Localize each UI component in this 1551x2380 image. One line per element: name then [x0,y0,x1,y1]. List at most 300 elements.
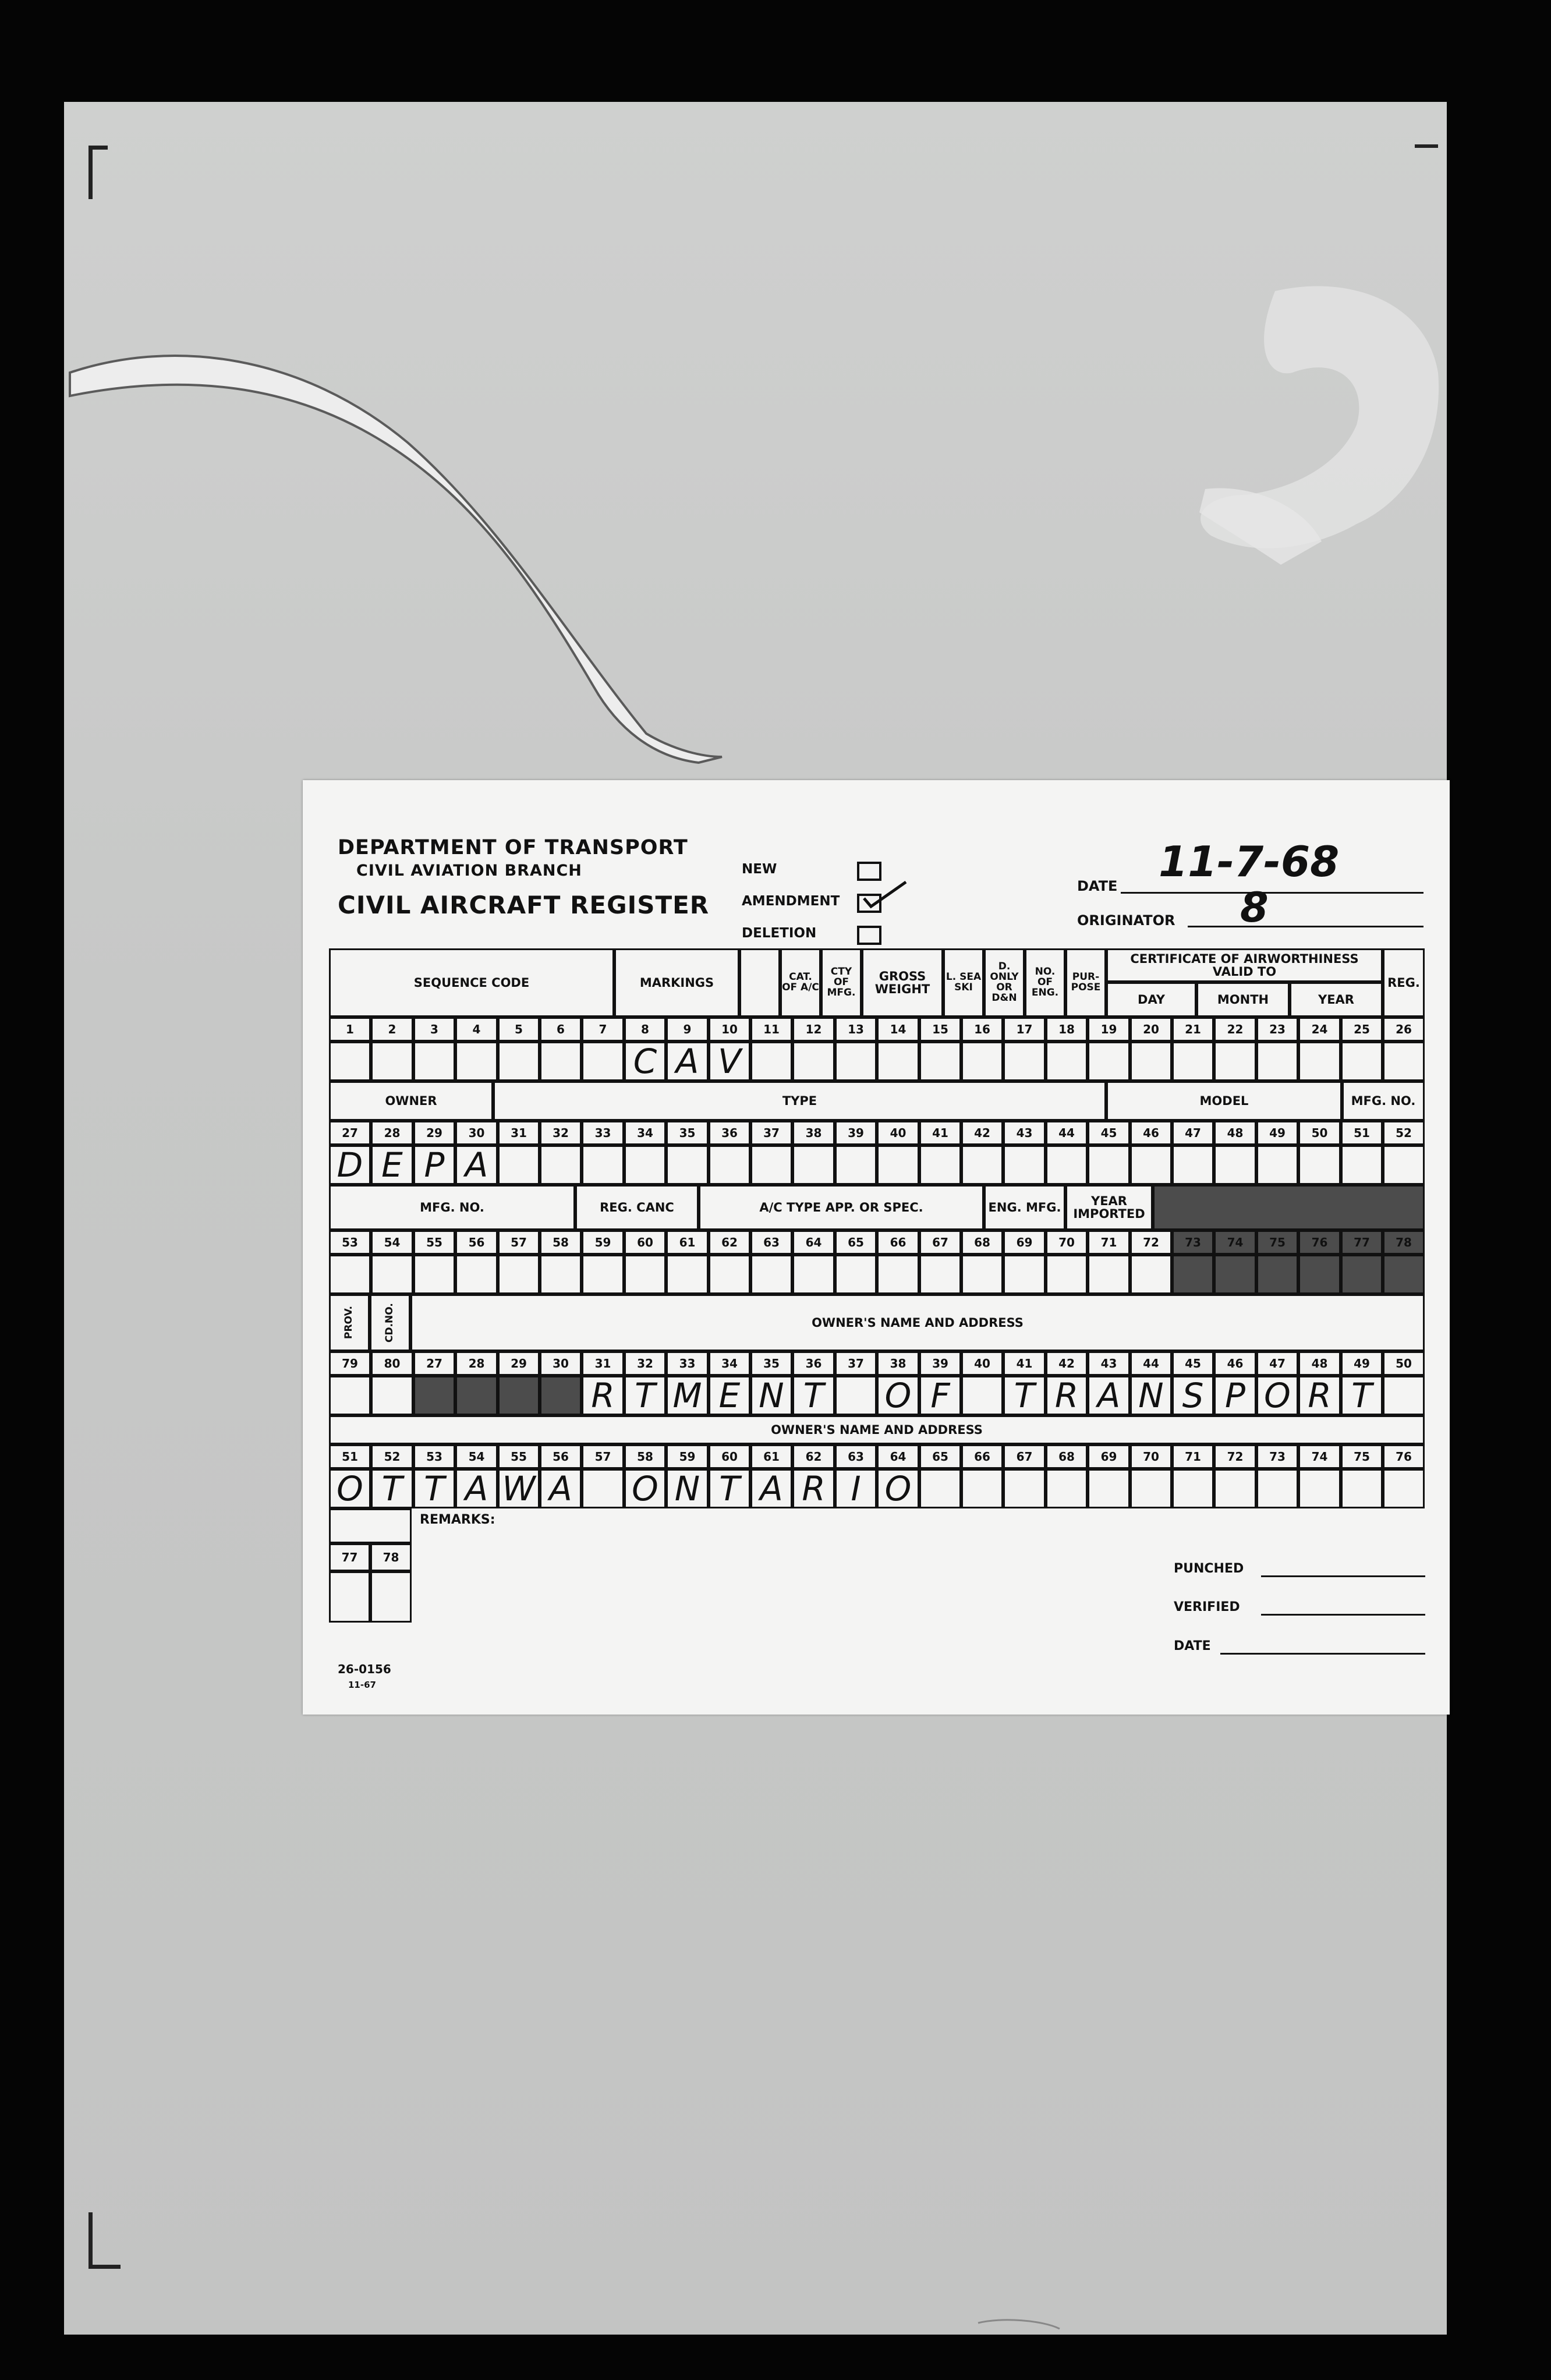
column-number: 6 [540,1017,582,1042]
entry-cell[interactable] [961,1469,1003,1508]
type-header: TYPE [493,1081,1106,1121]
column-number: 56 [455,1230,498,1255]
owner-name-header: OWNER'S NAME AND ADDRESS [410,1294,1425,1351]
column-number: 50 [1383,1351,1425,1376]
entry-cell[interactable] [413,1042,455,1081]
column-number: 48 [1214,1121,1256,1145]
column-number: 38 [792,1121,835,1145]
column-number: 80 [371,1351,413,1376]
eng-mfg-header: ENG. MFG. [984,1185,1065,1230]
column-number: 11 [750,1017,792,1042]
entry-cell[interactable]: C [624,1042,666,1081]
entry-cell[interactable] [750,1145,792,1185]
entry-cell[interactable] [498,1042,540,1081]
entry-cell[interactable]: O [877,1469,919,1508]
column-number: 39 [919,1351,961,1376]
entry-cell-78[interactable] [370,1571,412,1623]
entry-cell[interactable]: T [371,1469,413,1508]
shaded-header-block [1153,1185,1425,1230]
entry-cell[interactable]: A [455,1145,498,1185]
date-stamp-label: DATE [1174,1639,1211,1653]
entry-cell[interactable] [1256,1255,1298,1294]
column-number: 70 [1046,1230,1088,1255]
entry-cell[interactable] [371,1042,413,1081]
column-number: 10 [709,1017,750,1042]
ac-type-header: A/C TYPE APP. OR SPEC. [699,1185,984,1230]
entry-cell[interactable] [1214,1145,1256,1185]
entry-cell[interactable]: T [1003,1376,1046,1415]
column-number: 65 [835,1230,877,1255]
verified-line [1261,1614,1425,1616]
entry-cell[interactable] [455,1255,498,1294]
entry-cell[interactable]: A [750,1469,792,1508]
entry-cell[interactable] [961,1145,1003,1185]
column-number: 34 [624,1121,666,1145]
entry-cell-77[interactable] [329,1571,370,1623]
column-number: 60 [624,1230,666,1255]
category-header: CAT. OF A/C [780,948,821,1017]
entry-cell[interactable] [1046,1469,1088,1508]
column-number: 35 [750,1351,792,1376]
entry-cell[interactable] [329,1255,371,1294]
entry-cell[interactable] [1130,1255,1172,1294]
entry-cell[interactable]: R [1046,1376,1088,1415]
column-number: 41 [1003,1351,1046,1376]
column-number: 73 [1256,1444,1298,1469]
entry-cell[interactable] [371,1376,413,1415]
entry-cell[interactable]: E [371,1145,413,1185]
column-number: 71 [1088,1230,1130,1255]
entry-cell[interactable] [1383,1255,1425,1294]
remarks-left-top-cell [329,1508,412,1543]
date-line [1121,892,1423,894]
entry-cell[interactable] [1341,1255,1383,1294]
entry-cell[interactable] [1130,1145,1172,1185]
entry-cell[interactable] [961,1376,1003,1415]
entry-cell[interactable] [919,1145,961,1185]
year-imported-header: YEAR IMPORTED [1065,1185,1153,1230]
entry-cell[interactable] [540,1042,582,1081]
column-number: 77 [329,1543,370,1571]
column-number: 46 [1214,1351,1256,1376]
column-number: 74 [1298,1444,1341,1469]
crop-mark-top-right [1415,144,1438,154]
month-header: MONTH [1196,982,1290,1017]
remarks-label: REMARKS: [420,1513,495,1527]
entry-cell[interactable] [792,1145,835,1185]
entry-cell[interactable] [961,1255,1003,1294]
date-handwritten: 11-7-68 [1159,837,1340,886]
entry-cell[interactable] [1383,1469,1425,1508]
column-number: 16 [961,1017,1003,1042]
branch-heading: CIVIL AVIATION BRANCH [356,862,582,880]
column-number: 47 [1172,1121,1214,1145]
airworthiness-header: CERTIFICATE OF AIRWORTHINESS VALID TO [1106,948,1383,982]
column-number: 75 [1341,1444,1383,1469]
column-number: 26 [1383,1017,1425,1042]
entry-cell[interactable] [1088,1469,1130,1508]
entry-cell[interactable]: T [1341,1376,1383,1415]
column-number: 37 [750,1121,792,1145]
column-number: 28 [455,1351,498,1376]
entry-cell[interactable] [1256,1145,1298,1185]
entry-cell[interactable] [835,1145,877,1185]
column-number: 7 [582,1017,624,1042]
entry-cell[interactable]: S [1172,1376,1214,1415]
column-number: 45 [1088,1121,1130,1145]
column-number: 60 [709,1444,750,1469]
punched-line [1261,1575,1425,1577]
entry-cell[interactable] [582,1469,624,1508]
card-no-header: CD.NO. [370,1294,410,1351]
mfg-no-header: MFG. NO. [1342,1081,1425,1121]
column-number: 69 [1003,1230,1046,1255]
column-number: 35 [666,1121,709,1145]
column-number: 31 [498,1121,540,1145]
column-number: 47 [1256,1351,1298,1376]
entry-cell[interactable] [1003,1042,1046,1081]
column-number: 4 [455,1017,498,1042]
entry-cell[interactable]: T [792,1376,835,1415]
originator-handwritten: 8 [1240,884,1269,932]
column-number: 76 [1298,1230,1341,1255]
column-number: 27 [413,1351,455,1376]
entry-cell[interactable] [1172,1042,1214,1081]
column-number: 40 [961,1351,1003,1376]
entry-cell[interactable] [1341,1469,1383,1508]
engines-header: NO. OF ENG. [1025,948,1065,1017]
entry-cell[interactable]: N [750,1376,792,1415]
entry-cell[interactable]: E [709,1376,750,1415]
form-revision: 11-67 [348,1680,376,1690]
entry-cell[interactable] [1088,1255,1130,1294]
column-number: 33 [582,1121,624,1145]
entry-cell[interactable]: O [1256,1376,1298,1415]
column-number: 58 [624,1444,666,1469]
column-number: 63 [750,1230,792,1255]
entry-cell[interactable]: V [709,1042,750,1081]
entry-cell[interactable]: R [582,1376,624,1415]
entry-cell[interactable] [1383,1376,1425,1415]
column-number: 51 [329,1444,371,1469]
column-number: 66 [877,1230,919,1255]
entry-cell[interactable]: D [329,1145,371,1185]
entry-cell[interactable] [1130,1469,1172,1508]
column-number: 22 [1214,1017,1256,1042]
column-number: 29 [498,1351,540,1376]
entry-cell[interactable] [624,1255,666,1294]
entry-cell[interactable]: I [835,1469,877,1508]
column-number: 62 [709,1230,750,1255]
column-number: 67 [919,1230,961,1255]
column-number: 29 [413,1121,455,1145]
column-number: 30 [455,1121,498,1145]
entry-cell[interactable]: A [1088,1376,1130,1415]
entry-cell[interactable]: P [413,1145,455,1185]
entry-cell[interactable]: N [1130,1376,1172,1415]
column-number: 42 [961,1121,1003,1145]
entry-cell[interactable] [666,1255,709,1294]
column-number: 59 [582,1230,624,1255]
entry-cell[interactable] [329,1376,371,1415]
entry-cell[interactable] [750,1255,792,1294]
originator-line [1188,926,1423,927]
column-number: 18 [1046,1017,1088,1042]
column-number: 69 [1088,1444,1130,1469]
column-number: 75 [1256,1230,1298,1255]
entry-cell[interactable] [666,1145,709,1185]
entry-cell[interactable] [1003,1145,1046,1185]
entry-cell[interactable] [919,1042,961,1081]
entry-cell[interactable] [1046,1255,1088,1294]
column-number: 54 [455,1444,498,1469]
entry-cell[interactable]: N [666,1469,709,1508]
column-number: 71 [1172,1444,1214,1469]
entry-cell[interactable] [1003,1255,1046,1294]
entry-cell[interactable] [1298,1469,1341,1508]
column-number: 45 [1172,1351,1214,1376]
column-number: 64 [792,1230,835,1255]
entry-cell[interactable] [413,1376,455,1415]
entry-cell[interactable]: O [877,1376,919,1415]
column-number: 32 [624,1351,666,1376]
day-night-header: D. ONLY OR D&N [984,948,1025,1017]
reg-canc-header: REG. CANC [575,1185,699,1230]
column-number: 2 [371,1017,413,1042]
entry-cell[interactable] [1214,1255,1256,1294]
entry-cell[interactable] [1383,1145,1425,1185]
entry-cell[interactable] [1214,1042,1256,1081]
entry-cell[interactable] [1298,1042,1341,1081]
column-number: 53 [413,1444,455,1469]
column-number: 73 [1172,1230,1214,1255]
purpose-header: PUR-POSE [1065,948,1106,1017]
entry-cell[interactable] [877,1255,919,1294]
entry-cell[interactable] [1214,1469,1256,1508]
markings-header: MARKINGS [614,948,739,1017]
column-number: 21 [1172,1017,1214,1042]
entry-cell[interactable]: O [624,1469,666,1508]
entry-cell[interactable]: T [413,1469,455,1508]
entry-cell[interactable] [877,1042,919,1081]
sea-ski-header: L. SEA SKI [943,948,984,1017]
entry-cell[interactable] [1298,1145,1341,1185]
column-number: 40 [877,1121,919,1145]
column-number: 36 [792,1351,835,1376]
entry-cell[interactable] [582,1255,624,1294]
column-number: 12 [792,1017,835,1042]
entry-cell[interactable] [1088,1042,1130,1081]
entry-cell[interactable] [455,1376,498,1415]
kind-new-label: NEW [742,862,777,877]
entry-cell[interactable] [709,1255,750,1294]
column-number: 19 [1088,1017,1130,1042]
kind-amendment-label: AMENDMENT [742,894,840,909]
entry-cell[interactable] [1130,1042,1172,1081]
entry-cell[interactable] [750,1042,792,1081]
entry-cell[interactable] [919,1255,961,1294]
column-number: 59 [666,1444,709,1469]
column-number: 54 [371,1230,413,1255]
entry-cell[interactable] [329,1042,371,1081]
column-number: 48 [1298,1351,1341,1376]
column-number: 67 [1003,1444,1046,1469]
entry-cell[interactable] [1088,1145,1130,1185]
owner-name-header-2: OWNER'S NAME AND ADDRESS [329,1415,1425,1444]
entry-cell[interactable] [540,1255,582,1294]
entry-cell[interactable] [540,1376,582,1415]
column-number: 20 [1130,1017,1172,1042]
column-number: 63 [835,1444,877,1469]
entry-cell[interactable] [835,1042,877,1081]
entry-cell[interactable] [792,1255,835,1294]
entry-cell[interactable] [1172,1469,1214,1508]
department-heading: DEPARTMENT OF TRANSPORT [338,836,688,859]
model-header: MODEL [1106,1081,1342,1121]
gross-weight-header: GROSS WEIGHT [862,948,943,1017]
column-number: 64 [877,1444,919,1469]
country-header: CTY OF MFG. [821,948,862,1017]
column-number: 56 [540,1444,582,1469]
column-number: 3 [413,1017,455,1042]
entry-cell[interactable] [540,1145,582,1185]
verified-label: VERIFIED [1174,1600,1240,1614]
column-number: 65 [919,1444,961,1469]
column-number: 37 [835,1351,877,1376]
entry-cell[interactable] [1172,1255,1214,1294]
entry-cell[interactable] [498,1376,540,1415]
entry-cell[interactable]: W [498,1469,540,1508]
column-number: 34 [709,1351,750,1376]
entry-cell[interactable]: R [792,1469,835,1508]
kind-deletion-label: DELETION [742,926,817,941]
column-number: 43 [1003,1121,1046,1145]
entry-cell[interactable]: R [1298,1376,1341,1415]
day-header: DAY [1106,982,1196,1017]
column-number: 78 [1383,1230,1425,1255]
entry-cell[interactable]: A [540,1469,582,1508]
column-number: 51 [1341,1121,1383,1145]
register-grid [330,949,1424,1653]
column-number: 49 [1256,1121,1298,1145]
reg-header: REG. [1383,948,1425,1017]
column-number: 68 [961,1230,1003,1255]
entry-cell[interactable]: T [709,1469,750,1508]
entry-cell[interactable] [455,1042,498,1081]
kind-new-checkbox[interactable] [857,862,881,881]
sequence-code-header: SEQUENCE CODE [329,948,614,1017]
column-number: 36 [709,1121,750,1145]
column-number: 38 [877,1351,919,1376]
register-card [303,780,1450,1715]
entry-cell[interactable]: O [329,1469,371,1508]
entry-cell[interactable] [1046,1042,1088,1081]
entry-cell[interactable] [1003,1469,1046,1508]
entry-cell[interactable]: T [624,1376,666,1415]
column-number: 77 [1341,1230,1383,1255]
column-number: 32 [540,1121,582,1145]
entry-cell[interactable]: M [666,1376,709,1415]
crop-mark-top-left [88,146,108,199]
entry-cell[interactable] [1172,1145,1214,1185]
entry-cell[interactable] [1256,1042,1298,1081]
column-number: 24 [1298,1017,1341,1042]
form-number: 26-0156 [338,1662,391,1676]
entry-cell[interactable] [1341,1145,1383,1185]
entry-cell[interactable] [371,1255,413,1294]
entry-cell[interactable] [835,1376,877,1415]
column-number: 46 [1130,1121,1172,1145]
kind-deletion-checkbox[interactable] [857,926,881,945]
column-number: 57 [582,1444,624,1469]
entry-cell[interactable] [877,1145,919,1185]
entry-cell[interactable] [624,1145,666,1185]
column-number: 72 [1130,1230,1172,1255]
entry-cell[interactable] [919,1469,961,1508]
column-number: 8 [624,1017,666,1042]
column-number: 61 [666,1230,709,1255]
column-number: 1 [329,1017,371,1042]
column-number: 72 [1214,1444,1256,1469]
column-number: 33 [666,1351,709,1376]
punched-label: PUNCHED [1174,1561,1244,1576]
column-number: 50 [1298,1121,1341,1145]
entry-cell[interactable] [1298,1255,1341,1294]
column-number: 14 [877,1017,919,1042]
column-number: 17 [1003,1017,1046,1042]
column-number: 27 [329,1121,371,1145]
column-number: 44 [1046,1121,1088,1145]
entry-cell[interactable] [582,1145,624,1185]
entry-cell[interactable] [413,1255,455,1294]
entry-cell[interactable] [1341,1042,1383,1081]
column-number: 61 [750,1444,792,1469]
entry-cell[interactable]: A [455,1469,498,1508]
entry-cell[interactable] [1383,1042,1425,1081]
entry-cell[interactable] [498,1145,540,1185]
column-number: 15 [919,1017,961,1042]
form-title: CIVIL AIRCRAFT REGISTER [338,891,710,919]
column-number: 43 [1088,1351,1130,1376]
entry-cell[interactable]: P [1214,1376,1256,1415]
originator-label: ORIGINATOR [1077,912,1175,929]
entry-cell[interactable]: F [919,1376,961,1415]
column-number: 42 [1046,1351,1088,1376]
column-number: 68 [1046,1444,1088,1469]
column-number: 23 [1256,1017,1298,1042]
entry-cell[interactable] [961,1042,1003,1081]
column-number: 41 [919,1121,961,1145]
column-number: 74 [1214,1230,1256,1255]
column-number: 9 [666,1017,709,1042]
entry-cell[interactable] [1256,1469,1298,1508]
entry-cell[interactable]: A [666,1042,709,1081]
entry-cell[interactable] [582,1042,624,1081]
column-number: 52 [1383,1121,1425,1145]
entry-cell[interactable] [498,1255,540,1294]
column-number: 79 [329,1351,371,1376]
column-number: 78 [370,1543,412,1571]
column-number: 53 [329,1230,371,1255]
owner-header: OWNER [329,1081,493,1121]
column-number: 76 [1383,1444,1425,1469]
entry-cell[interactable] [1046,1145,1088,1185]
entry-cell[interactable] [792,1042,835,1081]
column-number: 39 [835,1121,877,1145]
entry-cell[interactable] [835,1255,877,1294]
entry-cell[interactable] [709,1145,750,1185]
year-header: YEAR [1290,982,1383,1017]
